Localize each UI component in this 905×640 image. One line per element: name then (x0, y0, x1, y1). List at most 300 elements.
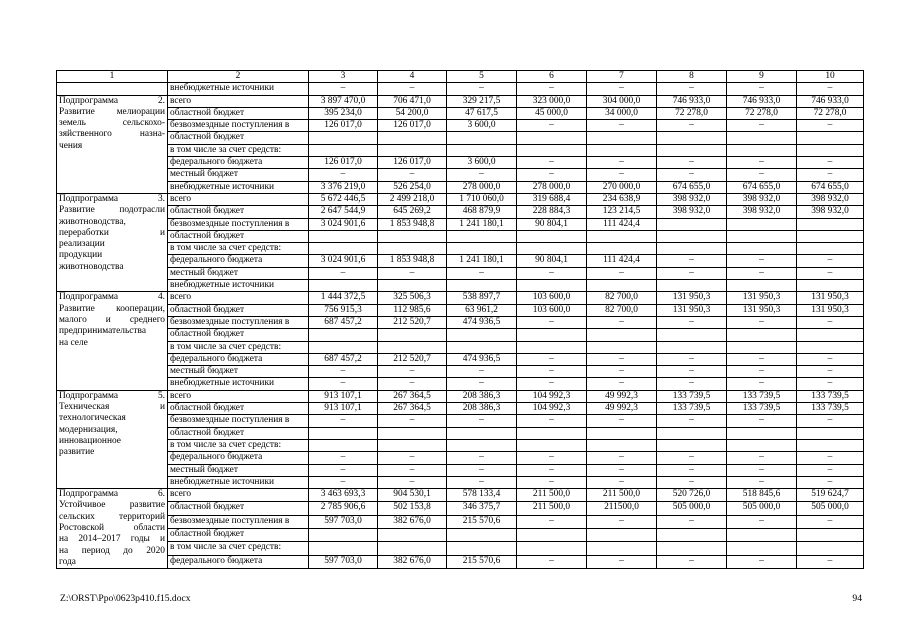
budget-value (727, 218, 797, 230)
budget-value: – (309, 476, 378, 488)
budget-value (727, 243, 797, 255)
budget-value (727, 280, 797, 292)
budget-value (309, 439, 378, 451)
budget-value (657, 230, 727, 242)
budget-value (797, 243, 864, 255)
budget-value (378, 439, 447, 451)
program-title-line: Устойчивое развитие (59, 500, 165, 511)
column-header: 7 (587, 71, 657, 83)
column-header: 8 (657, 71, 727, 83)
funding-source-label: всего (168, 292, 309, 304)
budget-value (657, 439, 727, 451)
budget-value: 1 241 180,1 (447, 255, 517, 267)
budget-value (587, 132, 657, 144)
budget-value: 398 932,0 (797, 193, 864, 205)
funding-source-label: внебюджетные источники (168, 476, 309, 488)
budget-value: – (797, 452, 864, 464)
program-title-line: продукции (59, 250, 103, 261)
budget-value: – (727, 316, 797, 328)
budget-value (797, 218, 864, 230)
budget-value: – (517, 267, 587, 279)
funding-source-label: безвозмездные поступления в (168, 120, 309, 132)
budget-value: – (587, 476, 657, 488)
program-title-line: зяйственного назна- (59, 129, 165, 140)
budget-value: – (727, 476, 797, 488)
table-row (57, 476, 864, 488)
budget-value: 913 107,1 (309, 390, 378, 402)
budget-value (378, 542, 447, 555)
budget-value (309, 329, 378, 341)
budget-value (797, 427, 864, 439)
budget-value: 3 376 219,0 (309, 181, 378, 193)
table-row (57, 255, 864, 267)
budget-value: 104 992,3 (517, 390, 587, 402)
budget-value (517, 280, 587, 292)
budget-value: – (378, 415, 447, 427)
budget-value (727, 329, 797, 341)
budget-value (587, 144, 657, 156)
funding-source-label: внебюджетные источники (168, 181, 309, 193)
header-row (57, 71, 864, 83)
budget-value: 382 676,0 (378, 555, 447, 568)
budget-value: – (727, 83, 797, 95)
budget-value (657, 218, 727, 230)
table-row (57, 107, 864, 119)
budget-value (378, 329, 447, 341)
budget-value: – (587, 120, 657, 132)
budget-value: 103 600,0 (517, 292, 587, 304)
budget-value: – (587, 555, 657, 568)
budget-value: 267 364,5 (378, 403, 447, 415)
budget-value: 319 688,4 (517, 193, 587, 205)
table-row (57, 267, 864, 279)
funding-source-label: всего (168, 489, 309, 502)
budget-value: 90 804,1 (517, 255, 587, 267)
budget-value: – (797, 316, 864, 328)
budget-value: 746 933,0 (727, 95, 797, 107)
budget-value: – (447, 366, 517, 378)
budget-value: 1 853 948,8 (378, 255, 447, 267)
budget-value: – (517, 476, 587, 488)
funding-source-label: федерального бюджета (168, 555, 309, 568)
budget-value (587, 341, 657, 353)
program-title-line: на период до 2020 (59, 545, 165, 556)
budget-value: – (657, 366, 727, 378)
program-title-line: животноводства (59, 261, 124, 272)
budget-value: – (657, 267, 727, 279)
budget-value: – (727, 515, 797, 528)
budget-value: 234 638,9 (587, 193, 657, 205)
budget-value: 54 200,0 (378, 107, 447, 119)
budget-value: 382 676,0 (378, 515, 447, 528)
budget-value: 131 950,3 (657, 292, 727, 304)
budget-value: 215 570,6 (447, 555, 517, 568)
budget-value: – (797, 267, 864, 279)
budget-value: 597 703,0 (309, 515, 378, 528)
budget-value (587, 529, 657, 542)
program-title-line: Подпрограмма 6. (59, 489, 165, 500)
budget-value: 3 600,0 (447, 157, 517, 169)
budget-value: – (797, 157, 864, 169)
table-row (57, 329, 864, 341)
budget-value: 133 739,5 (727, 403, 797, 415)
program-title (57, 489, 168, 569)
budget-value (587, 230, 657, 242)
funding-source-label: безвозмездные поступления в (168, 515, 309, 528)
budget-value: 674 655,0 (657, 181, 727, 193)
budget-value (309, 529, 378, 542)
budget-value (727, 144, 797, 156)
budget-value: 645 269,2 (378, 206, 447, 218)
budget-value: – (309, 452, 378, 464)
budget-value (797, 329, 864, 341)
budget-value (447, 280, 517, 292)
budget-value: 34 000,0 (587, 107, 657, 119)
budget-value (727, 542, 797, 555)
program-title-line: инновационное (59, 435, 121, 446)
budget-value: 133 739,5 (797, 390, 864, 402)
funding-source-label: всего (168, 390, 309, 402)
budget-value: – (797, 353, 864, 365)
budget-value: 131 950,3 (797, 304, 864, 316)
budget-value (517, 427, 587, 439)
funding-source-label: областной бюджет (168, 107, 309, 119)
budget-value: – (727, 255, 797, 267)
table-row (57, 144, 864, 156)
funding-source-label: безвозмездные поступления в (168, 218, 309, 230)
budget-value: – (447, 464, 517, 476)
budget-value (447, 230, 517, 242)
budget-value: 72 278,0 (657, 107, 727, 119)
budget-value: 904 530,1 (378, 489, 447, 502)
table-row (57, 292, 864, 304)
budget-value (309, 230, 378, 242)
budget-value (378, 280, 447, 292)
budget-table (56, 70, 864, 569)
budget-value: – (657, 415, 727, 427)
funding-source-label: безвозмездные поступления в (168, 316, 309, 328)
budget-value: – (727, 157, 797, 169)
funding-source-label: областной бюджет (168, 206, 309, 218)
budget-value (657, 341, 727, 353)
column-header: 4 (378, 71, 447, 83)
budget-value: 49 992,3 (587, 390, 657, 402)
budget-value (378, 529, 447, 542)
budget-value: – (657, 120, 727, 132)
budget-value: 505 000,0 (657, 502, 727, 515)
program-title (57, 292, 168, 390)
budget-value (517, 243, 587, 255)
budget-value (378, 230, 447, 242)
funding-source-label: местный бюджет (168, 267, 309, 279)
budget-value: 674 655,0 (797, 181, 864, 193)
budget-value: 520 726,0 (657, 489, 727, 502)
budget-value: – (797, 476, 864, 488)
budget-value (727, 439, 797, 451)
table-row (57, 316, 864, 328)
budget-value: – (447, 267, 517, 279)
budget-value: 746 933,0 (797, 95, 864, 107)
funding-source-label: федерального бюджета (168, 157, 309, 169)
budget-value: – (378, 83, 447, 95)
program-title-line: Ростовской области (59, 522, 165, 533)
column-header: 2 (168, 71, 309, 83)
budget-value: 913 107,1 (309, 403, 378, 415)
budget-value: 325 506,3 (378, 292, 447, 304)
budget-value: – (727, 366, 797, 378)
funding-source-label: в том числе за счет средств: (168, 542, 309, 555)
funding-source-label: федерального бюджета (168, 353, 309, 365)
budget-value (797, 341, 864, 353)
table-row (57, 390, 864, 402)
budget-value: – (727, 415, 797, 427)
budget-value (657, 144, 727, 156)
budget-value: 474 936,5 (447, 316, 517, 328)
budget-value: 131 950,3 (797, 292, 864, 304)
budget-value (447, 243, 517, 255)
table-row (57, 439, 864, 451)
budget-value (517, 230, 587, 242)
program-title (57, 95, 168, 193)
funding-source-label: внебюджетные источники (168, 378, 309, 390)
budget-value (309, 132, 378, 144)
funding-source-label: всего (168, 95, 309, 107)
budget-value: 687 457,2 (309, 353, 378, 365)
budget-value: – (309, 267, 378, 279)
table-row (57, 555, 864, 568)
budget-value: 3 024 901,6 (309, 218, 378, 230)
budget-value (517, 439, 587, 451)
budget-value (797, 439, 864, 451)
budget-value (657, 329, 727, 341)
budget-value (309, 542, 378, 555)
table-row (57, 193, 864, 205)
budget-value: – (797, 120, 864, 132)
budget-value: 211500,0 (587, 502, 657, 515)
program-title-line: Подпрограмма 4. (59, 292, 165, 303)
budget-value: – (587, 366, 657, 378)
page-number: 94 (852, 593, 862, 604)
budget-value: 131 950,3 (657, 304, 727, 316)
column-header: 9 (727, 71, 797, 83)
budget-value: – (657, 476, 727, 488)
program-title-line: Развитие мелиорации (59, 106, 165, 117)
program-title-line: года (59, 556, 76, 567)
budget-value (447, 439, 517, 451)
budget-value: 5 672 446,5 (309, 193, 378, 205)
budget-value: 212 520,7 (378, 316, 447, 328)
budget-value (447, 144, 517, 156)
funding-source-label: безвозмездные поступления в (168, 415, 309, 427)
budget-value (309, 243, 378, 255)
budget-value: – (797, 464, 864, 476)
budget-value: 211 500,0 (517, 489, 587, 502)
budget-value: – (309, 464, 378, 476)
budget-value (587, 243, 657, 255)
budget-value: – (309, 415, 378, 427)
budget-value (797, 144, 864, 156)
budget-value: – (587, 378, 657, 390)
budget-value: – (727, 267, 797, 279)
budget-value: – (727, 169, 797, 181)
budget-value: – (517, 353, 587, 365)
budget-value (797, 132, 864, 144)
budget-value: 474 936,5 (447, 353, 517, 365)
budget-value: – (309, 83, 378, 95)
column-header: 3 (309, 71, 378, 83)
budget-value: – (447, 83, 517, 95)
budget-value: – (797, 515, 864, 528)
budget-value (727, 341, 797, 353)
budget-value: 63 961,2 (447, 304, 517, 316)
budget-value (309, 280, 378, 292)
program-title-line: Подпрограмма 3. (59, 193, 165, 204)
budget-value: 746 933,0 (657, 95, 727, 107)
budget-value (517, 132, 587, 144)
program-title-line: развитие (59, 447, 95, 458)
budget-value (587, 427, 657, 439)
column-header: 6 (517, 71, 587, 83)
budget-value: 72 278,0 (797, 107, 864, 119)
table-row (57, 181, 864, 193)
budget-value: 346 375,7 (447, 502, 517, 515)
budget-value: 126 017,0 (378, 120, 447, 132)
budget-value: – (657, 157, 727, 169)
budget-value: 211 500,0 (587, 489, 657, 502)
program-title-line: земель сельскохо- (59, 118, 165, 129)
program-title-line: сельских территорий (59, 511, 165, 522)
budget-value: 687 457,2 (309, 316, 378, 328)
budget-value: 45 000,0 (517, 107, 587, 119)
budget-value: – (727, 464, 797, 476)
footer-file-path: Z:\ORST\Ppo\0623p410.f15.docx (60, 593, 191, 604)
table-row (57, 83, 864, 95)
funding-source-label: местный бюджет (168, 366, 309, 378)
budget-value (378, 427, 447, 439)
budget-value (447, 542, 517, 555)
funding-source-label: областной бюджет (168, 132, 309, 144)
budget-value: – (517, 157, 587, 169)
budget-value: 395 234,0 (309, 107, 378, 119)
budget-value: 518 845,6 (727, 489, 797, 502)
budget-value (657, 529, 727, 542)
budget-value: – (657, 353, 727, 365)
budget-value (517, 341, 587, 353)
budget-value: 72 278,0 (727, 107, 797, 119)
budget-value (657, 132, 727, 144)
budget-value (797, 542, 864, 555)
budget-value: 278 000,0 (447, 181, 517, 193)
budget-value: – (309, 169, 378, 181)
budget-value: – (378, 169, 447, 181)
budget-value: 502 153,8 (378, 502, 447, 515)
budget-value: 126 017,0 (309, 120, 378, 132)
table-row (57, 218, 864, 230)
budget-value (309, 427, 378, 439)
budget-value (378, 341, 447, 353)
budget-value: – (517, 415, 587, 427)
budget-value: – (587, 353, 657, 365)
budget-value: – (587, 267, 657, 279)
budget-value (727, 132, 797, 144)
table-row (57, 489, 864, 502)
table-row (57, 403, 864, 415)
table-row (57, 243, 864, 255)
budget-value: – (447, 415, 517, 427)
budget-value: – (797, 169, 864, 181)
program-title-line: Развитие кооперации, (59, 303, 165, 314)
budget-value: – (587, 169, 657, 181)
budget-value: 228 884,3 (517, 206, 587, 218)
budget-value: 215 570,6 (447, 515, 517, 528)
budget-value: – (517, 83, 587, 95)
table-row (57, 415, 864, 427)
funding-source-label: областной бюджет (168, 502, 309, 515)
funding-source-label: областной бюджет (168, 304, 309, 316)
table-row (57, 452, 864, 464)
table-row (57, 378, 864, 390)
table-row (57, 169, 864, 181)
budget-value (657, 427, 727, 439)
table-row (57, 366, 864, 378)
column-header: 1 (57, 71, 168, 83)
budget-value: 133 739,5 (657, 390, 727, 402)
budget-value: 578 133,4 (447, 489, 517, 502)
table-row (57, 542, 864, 555)
funding-source-label: всего (168, 193, 309, 205)
program-title-line: Подпрограмма 2. (59, 95, 165, 106)
budget-value: 1 444 372,5 (309, 292, 378, 304)
budget-value: 304 000,0 (587, 95, 657, 107)
budget-value: 90 804,1 (517, 218, 587, 230)
program-title-line: Развитие подотрасли (59, 205, 165, 216)
budget-value (797, 230, 864, 242)
budget-value: 104 992,3 (517, 403, 587, 415)
budget-value (309, 341, 378, 353)
table-row (57, 206, 864, 218)
budget-value: 1 710 060,0 (447, 193, 517, 205)
budget-value: 133 739,5 (727, 390, 797, 402)
program-cell-continued (57, 83, 168, 95)
budget-value: – (587, 452, 657, 464)
budget-value: 211 500,0 (517, 502, 587, 515)
budget-value (587, 280, 657, 292)
budget-value: – (657, 464, 727, 476)
funding-source-label: внебюджетные источники (168, 280, 309, 292)
budget-value: 270 000,0 (587, 181, 657, 193)
budget-value: – (447, 452, 517, 464)
budget-value (378, 243, 447, 255)
table-row (57, 132, 864, 144)
budget-value: 3 600,0 (447, 120, 517, 132)
budget-value: 398 932,0 (657, 206, 727, 218)
budget-value: – (517, 555, 587, 568)
budget-value (378, 144, 447, 156)
table-row (57, 529, 864, 542)
budget-value: – (309, 378, 378, 390)
budget-value: 526 254,0 (378, 181, 447, 193)
table-row (57, 280, 864, 292)
budget-value: 212 520,7 (378, 353, 447, 365)
budget-value: 398 932,0 (727, 193, 797, 205)
budget-value: – (378, 378, 447, 390)
program-title-line: малого и среднего (59, 314, 165, 325)
budget-value (727, 427, 797, 439)
budget-value: 538 897,7 (447, 292, 517, 304)
budget-value: – (727, 555, 797, 568)
budget-value: 47 617,5 (447, 107, 517, 119)
budget-value: 706 471,0 (378, 95, 447, 107)
